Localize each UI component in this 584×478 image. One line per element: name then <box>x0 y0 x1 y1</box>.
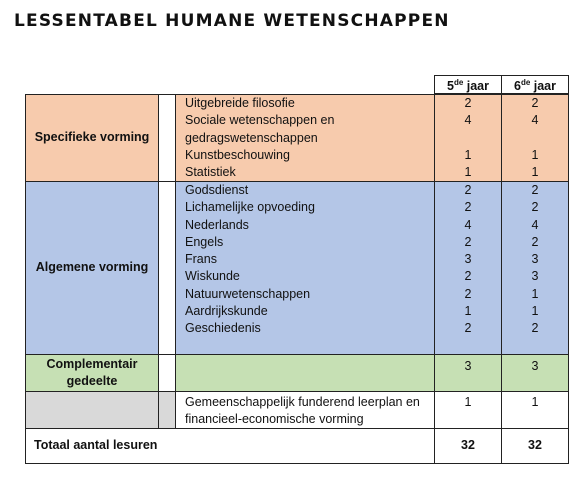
hours-value: 2 <box>531 321 539 336</box>
hours-value: 1 <box>464 165 472 180</box>
complementair-line1: Complementair <box>46 356 138 371</box>
complementair-line2: gedeelte <box>66 374 118 388</box>
hours-value: 3 <box>531 252 539 267</box>
year5-gemeenschappelijk <box>434 391 502 429</box>
hours-value: 1 <box>464 395 472 409</box>
spacer-column <box>158 94 176 182</box>
year6-complementair <box>501 354 569 392</box>
subject-list-specifiek <box>185 95 334 181</box>
section-label-complementair <box>25 354 159 392</box>
hours-value: 1 <box>531 304 539 319</box>
header-year6-label: 6de jaar <box>513 77 556 93</box>
subject-item: Wiskunde <box>185 269 240 284</box>
year5-list-algemeen <box>434 182 502 338</box>
gemeenschappelijk-line2: financieel-economische vorming <box>185 412 364 427</box>
hours-value: 4 <box>464 217 472 232</box>
hours-value: 1 <box>531 395 539 409</box>
hours-value: 2 <box>531 200 539 215</box>
subject-list-algemeen <box>185 182 315 338</box>
subject-item: Engels <box>185 234 224 249</box>
hours-value: 1 <box>531 286 539 301</box>
header-year5-label: 5de jaar <box>446 77 489 93</box>
spacer-column <box>158 181 176 355</box>
subject-item: Geschiedenis <box>185 321 261 336</box>
hours-value: 3 <box>531 359 539 373</box>
hours-value: 3 <box>464 252 472 267</box>
header-year6 <box>501 75 569 95</box>
total-year5: 32 <box>434 428 502 464</box>
hours-value: 2 <box>464 96 472 110</box>
subject-item: Lichamelijke opvoeding <box>185 200 315 215</box>
hours-value: 1 <box>531 147 539 162</box>
hours-value: 4 <box>531 113 539 128</box>
hours-value: 1 <box>464 147 472 162</box>
year5-list-specifiek <box>434 95 502 181</box>
hours-value: 2 <box>531 183 539 197</box>
hours-value: 4 <box>464 113 472 128</box>
hours-value <box>501 130 569 147</box>
hours-value: 3 <box>531 269 539 284</box>
hours-value: 1 <box>464 304 472 319</box>
subjects-gemeenschappelijk <box>175 391 435 429</box>
gemeenschappelijk-line1: Gemeenschappelijk funderend leerplan en <box>185 395 420 409</box>
subject-item: Natuurwetenschappen <box>185 286 311 301</box>
header-year5 <box>434 75 502 95</box>
hours-value: 2 <box>464 321 472 336</box>
spacer-column <box>158 391 176 429</box>
total-year6: 32 <box>501 428 569 464</box>
subject-item: Statistiek <box>185 165 236 180</box>
hours-value: 2 <box>464 200 472 215</box>
subject-item: Aardrijkskunde <box>185 304 268 319</box>
section-label-gemeenschappelijk <box>25 391 159 429</box>
section-label-specifiek: Specifieke vorming <box>25 94 159 182</box>
total-label: Totaal aantal lesuren <box>25 428 435 464</box>
hours-value: 3 <box>464 359 472 373</box>
subject-item: Frans <box>185 252 217 267</box>
subject-item: Kunstbeschouwing <box>185 147 290 162</box>
page-title: LESSENTABEL HUMANE WETENSCHAPPEN <box>14 11 450 31</box>
year5-complementair <box>434 354 502 392</box>
hours-value: 2 <box>464 286 472 301</box>
subject-item: gedragswetenschappen <box>185 130 318 145</box>
hours-value: 2 <box>464 183 472 197</box>
subject-item: Sociale wetenschappen en <box>185 113 335 128</box>
subject-item: Uitgebreide filosofie <box>185 96 295 110</box>
subjects-complementair <box>175 354 435 392</box>
subject-item: Nederlands <box>185 217 249 232</box>
hours-value: 2 <box>464 234 472 249</box>
hours-value: 1 <box>531 165 539 180</box>
section-label-algemeen: Algemene vorming <box>25 181 159 355</box>
year6-gemeenschappelijk <box>501 391 569 429</box>
year6-list-algemeen <box>501 182 569 338</box>
year6-list-specifiek <box>501 95 569 181</box>
hours-value: 2 <box>464 269 472 284</box>
spacer-column <box>158 354 176 392</box>
hours-value: 2 <box>531 234 539 249</box>
hours-value: 2 <box>531 96 539 110</box>
hours-value: 4 <box>531 217 539 232</box>
hours-value <box>434 130 502 147</box>
subject-item: Godsdienst <box>185 183 249 197</box>
